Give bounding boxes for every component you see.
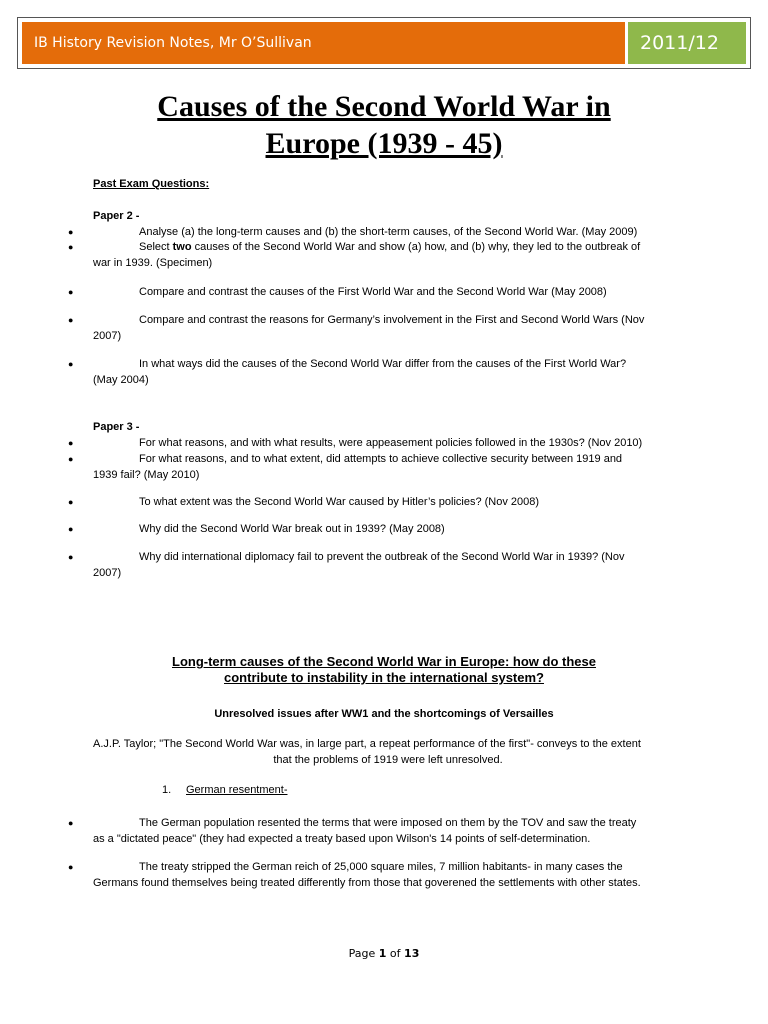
- page-number: Page 1 of 13: [348, 947, 420, 960]
- bullet-icon: ●: [68, 242, 74, 252]
- header-year: 2011/12: [628, 22, 746, 64]
- bullet-icon: ●: [68, 227, 74, 237]
- paper3-label: Paper 3 -: [93, 421, 140, 433]
- document-title-line1: Causes of the Second World War in: [157, 90, 611, 123]
- document-title: [0, 88, 768, 162]
- paper2-question-5: In what ways did the causes of the Second World War differ from the causes of the First World War? (May 2004): [93, 358, 627, 386]
- bullet-icon: ●: [68, 552, 74, 562]
- paper2-question-4: Compare and contrast the reasons for Germany’s involvement in the First and Second World Wars (Nov 2007): [93, 314, 645, 342]
- resentment-point-2: The treaty stripped the German reich of 25,000 square miles, 7 million habitants- in many cases the Germans found themselves being treated differently from those that goverened the settlements with other states.: [93, 861, 641, 889]
- paper3-question-4: Why did the Second World War break out in 1939? (May 2008): [139, 523, 445, 535]
- bullet-icon: ●: [68, 438, 74, 448]
- bullet-icon: ●: [68, 818, 74, 828]
- numbered-index: 1.: [162, 784, 172, 796]
- long-term-causes-heading: Long-term causes of the Second World War in Europe: how do these contribute to instability in the international system?: [172, 654, 596, 685]
- bullet-icon: ●: [68, 524, 74, 534]
- past-exam-questions-label: Past Exam Questions:: [93, 178, 210, 190]
- paper2-question-2: Select two causes of the Second World War and show (a) how, and (b) why, they led to the outbreak of war in 1939. (Specimen): [93, 241, 641, 269]
- german-resentment-label: German resentment-: [186, 784, 288, 796]
- paper2-question-1: Analyse (a) the long-term causes and (b) the short-term causes, of the Second World War. (May 2009): [139, 226, 638, 238]
- bullet-icon: ●: [68, 497, 74, 507]
- paper3-question-3: To what extent was the Second World War caused by Hitler’s policies? (Nov 2008): [139, 496, 540, 508]
- versailles-subheading: Unresolved issues after WW1 and the shortcomings of Versailles: [214, 708, 554, 720]
- header-course-title: IB History Revision Notes, Mr O’Sullivan: [22, 22, 625, 64]
- paper2-label: Paper 2 -: [93, 210, 140, 222]
- bullet-icon: ●: [68, 359, 74, 369]
- paper3-question-1: For what reasons, and with what results, were appeasement policies followed in the 1930s? (Nov 2010): [139, 437, 643, 449]
- bullet-icon: ●: [68, 862, 74, 872]
- bullet-icon: ●: [68, 315, 74, 325]
- bullet-icon: ●: [68, 454, 74, 464]
- paper2-question-3: Compare and contrast the causes of the First World War and the Second World War (May 2008): [139, 286, 607, 298]
- header-bar: [17, 17, 751, 69]
- taylor-quote: A.J.P. Taylor; "The Second World War was, in large part, a repeat performance of the first"- conveys to the extent that the problems of 1919 were left unresolved.: [93, 738, 641, 766]
- resentment-point-1: The German population resented the terms that were imposed on them by the TOV and saw the treaty as a "dictated peace" (they had expected a treaty based upon Wilson's 14 points of self-determination.: [93, 817, 637, 845]
- paper3-question-5: Why did international diplomacy fail to prevent the outbreak of the Second World War in 1939? (Nov 2007): [93, 551, 625, 579]
- document-title-line2: Europe (1939 - 45): [265, 127, 503, 160]
- bullet-icon: ●: [68, 287, 74, 297]
- paper3-question-2: For what reasons, and to what extent, did attempts to achieve collective security between 1919 and 1939 fail? (May 2010): [93, 453, 623, 481]
